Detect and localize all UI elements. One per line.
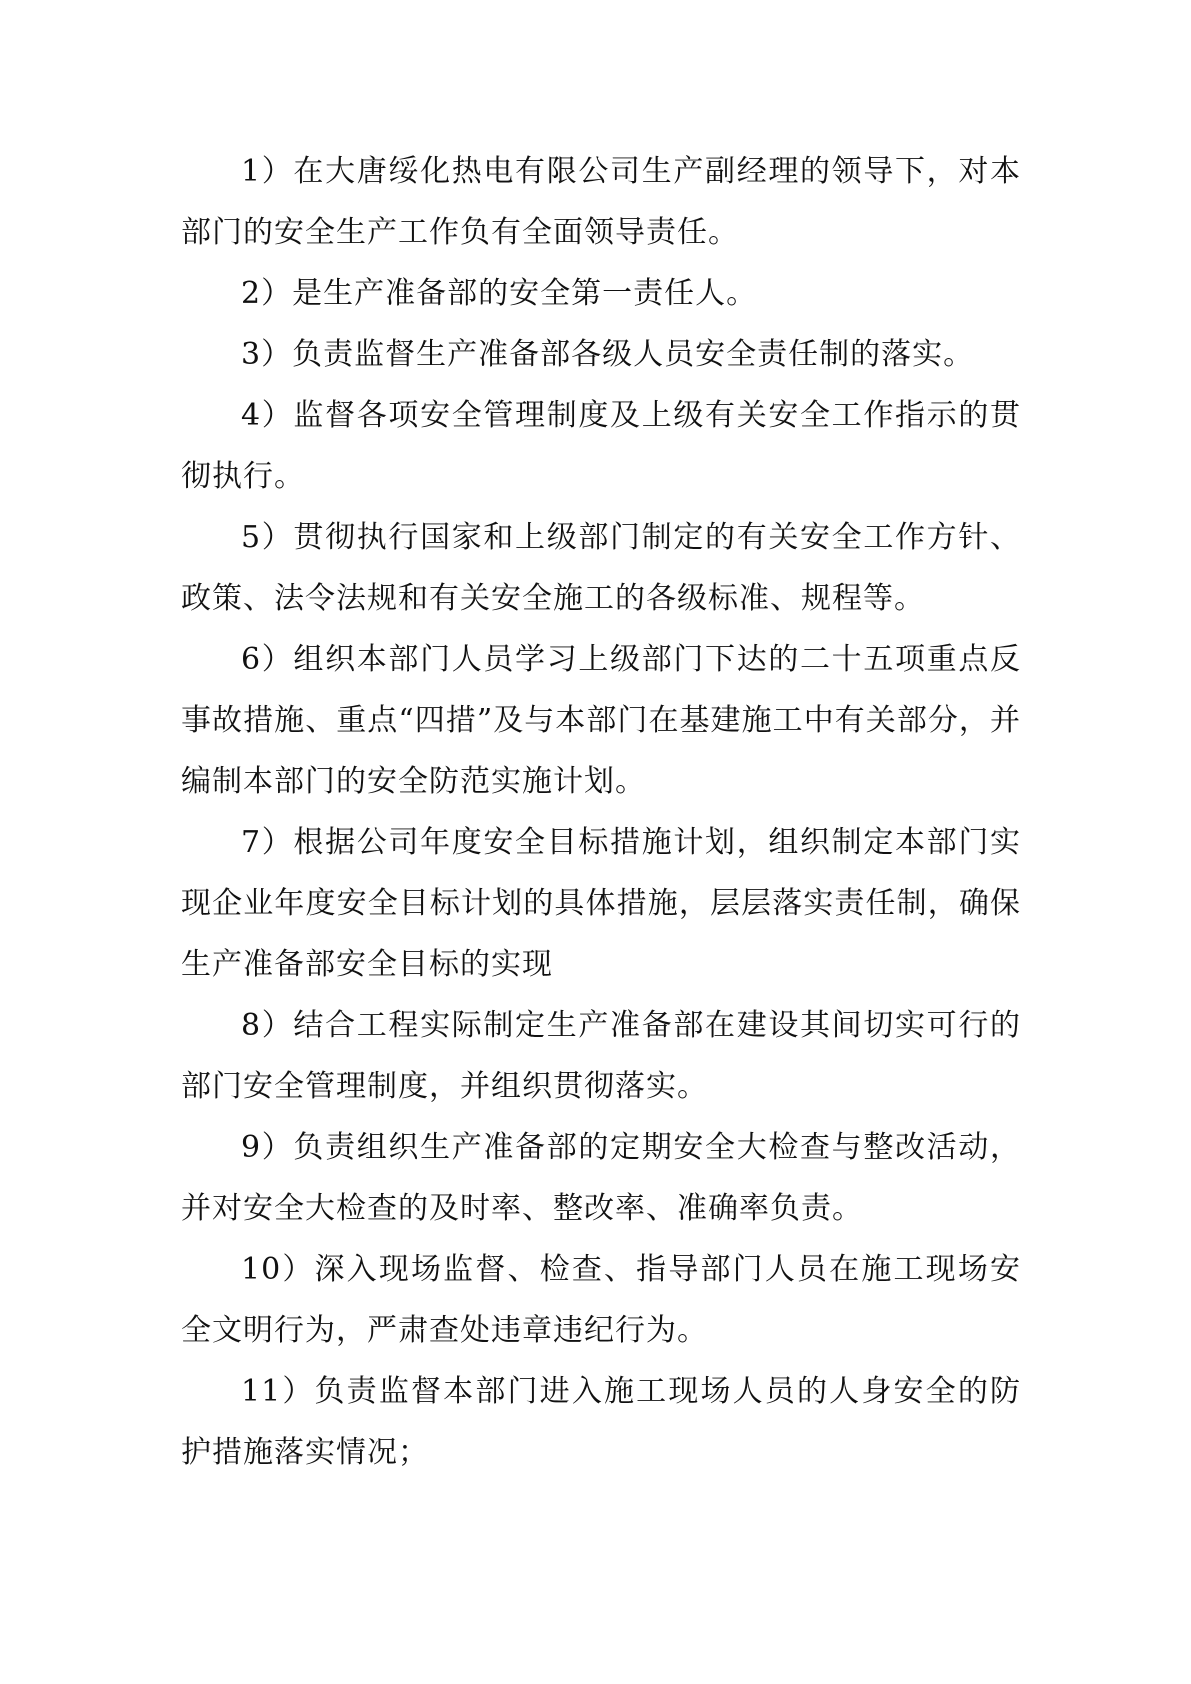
paragraph-7: 7）根据公司年度安全目标措施计划，组织制定本部门实现企业年度安全目标计划的具体措施，层层落实责任制，确保生产准备部安全目标的实现: [181, 825, 1021, 982]
paragraph-5: 5）贯彻执行国家和上级部门制定的有关安全工作方针、政策、法令法规和有关安全施工的各级标准、规程等。: [181, 520, 1021, 616]
paragraph-2: 2）是生产准备部的安全第一责任人。: [241, 276, 758, 311]
paragraph-11: 11）负责监督本部门进入施工现场人员的人身安全的防护措施落实情况；: [181, 1374, 1021, 1470]
paragraph-10: 10）深入现场监督、检查、指导部门人员在施工现场安全文明行为，严肃查处违章违纪行为。: [181, 1252, 1021, 1348]
paragraph-3: 3）负责监督生产准备部各级人员安全责任制的落实。: [241, 337, 975, 372]
paragraph-9: 9）负责组织生产准备部的定期安全大检查与整改活动，并对安全大检查的及时率、整改率、准确率负责。: [181, 1130, 1021, 1226]
document-page: [181, 141, 1021, 1483]
paragraph-1: 1）在大唐绥化热电有限公司生产副经理的领导下，对本部门的安全生产工作负有全面领导责任。: [181, 154, 1021, 250]
paragraph-4: 4）监督各项安全管理制度及上级有关安全工作指示的贯彻执行。: [181, 398, 1021, 494]
paragraph-8: 8）结合工程实际制定生产准备部在建设其间切实可行的部门安全管理制度，并组织贯彻落实。: [181, 1008, 1021, 1104]
paragraph-6: 6）组织本部门人员学习上级部门下达的二十五项重点反事故措施、重点“四措”及与本部门在基建施工中有关部分，并编制本部门的安全防范实施计划。: [181, 642, 1021, 799]
